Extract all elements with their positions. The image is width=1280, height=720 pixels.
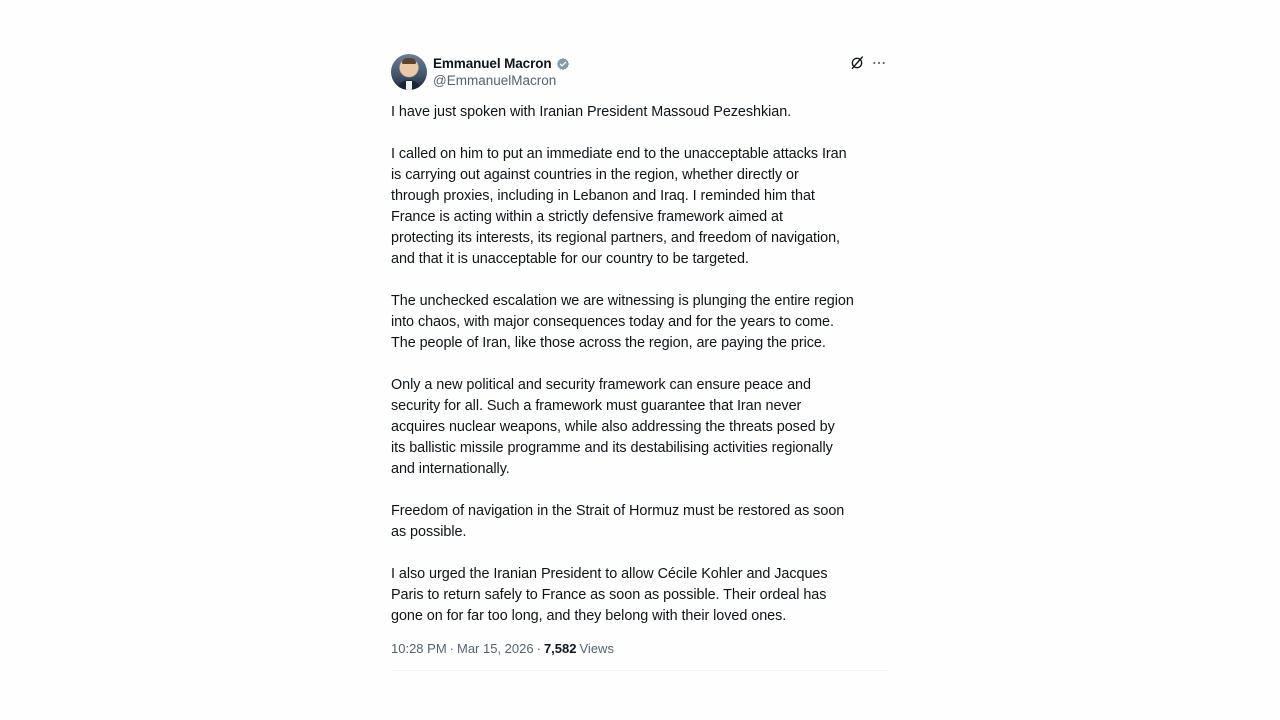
- meta-separator: ·: [536, 641, 541, 656]
- tweet-time[interactable]: 10:28 PM: [391, 641, 447, 656]
- avatar-hair: [402, 58, 416, 64]
- tweet-paragraph: I have just spoken with Iranian President Massoud Pezeshkian.: [391, 104, 792, 120]
- avatar-shirt: [406, 81, 412, 90]
- avatar[interactable]: [391, 54, 427, 90]
- tweet-paragraph: I called on him to put an immediate end to the unacceptable attacks Iran is carrying out against countries in the region, whether directly or through proxies, including in Lebanon and Iraq. I reminded him that France is acting within a strictly defensive framework aimed at protecting its interests, its regional partners, and freedom of navigation, and that it is unacceptable for our country to be targeted.: [391, 146, 847, 267]
- tweet-text: [391, 102, 887, 627]
- tweet-paragraph: Freedom of navigation in the Strait of Hormuz must be restored as soon as possible.: [391, 503, 845, 540]
- name-row: [433, 54, 570, 73]
- views-label: Views: [579, 641, 614, 656]
- tweet-paragraph: I also urged the Iranian President to allow Cécile Kohler and Jacques Paris to return safely to France as soon as possible. Their ordeal has gone on for far too long, and they belong with their loved ones.: [391, 566, 828, 624]
- tweet-meta: [391, 641, 887, 656]
- author-names: [433, 54, 570, 88]
- tweet-header: [391, 52, 887, 92]
- verified-badge-icon: [556, 57, 570, 71]
- meta-separator: ·: [449, 641, 454, 656]
- tweet-paragraph: Only a new political and security framework can ensure peace and security for all. Such a framework must guarantee that Iran never acquires nuclear weapons, while also addressing the threats posed by its ballistic missile programme and its destabilising activities regionally and internationally.: [391, 377, 835, 477]
- grok-icon[interactable]: [849, 55, 865, 71]
- author-handle[interactable]: @EmmanuelMacron: [433, 73, 557, 88]
- tweet-date[interactable]: Mar 15, 2026: [457, 641, 534, 656]
- tweet-paragraph: The unchecked escalation we are witnessing is plunging the entire region into chaos, with major consequences today and for the years to come. The people of Iran, like those across the region, are paying the price.: [391, 293, 854, 351]
- tweet-card: [391, 52, 887, 671]
- divider: [391, 670, 887, 671]
- author-display-name[interactable]: Emmanuel Macron: [433, 56, 552, 71]
- more-icon[interactable]: [871, 55, 887, 71]
- views-count: 7,582: [543, 641, 577, 656]
